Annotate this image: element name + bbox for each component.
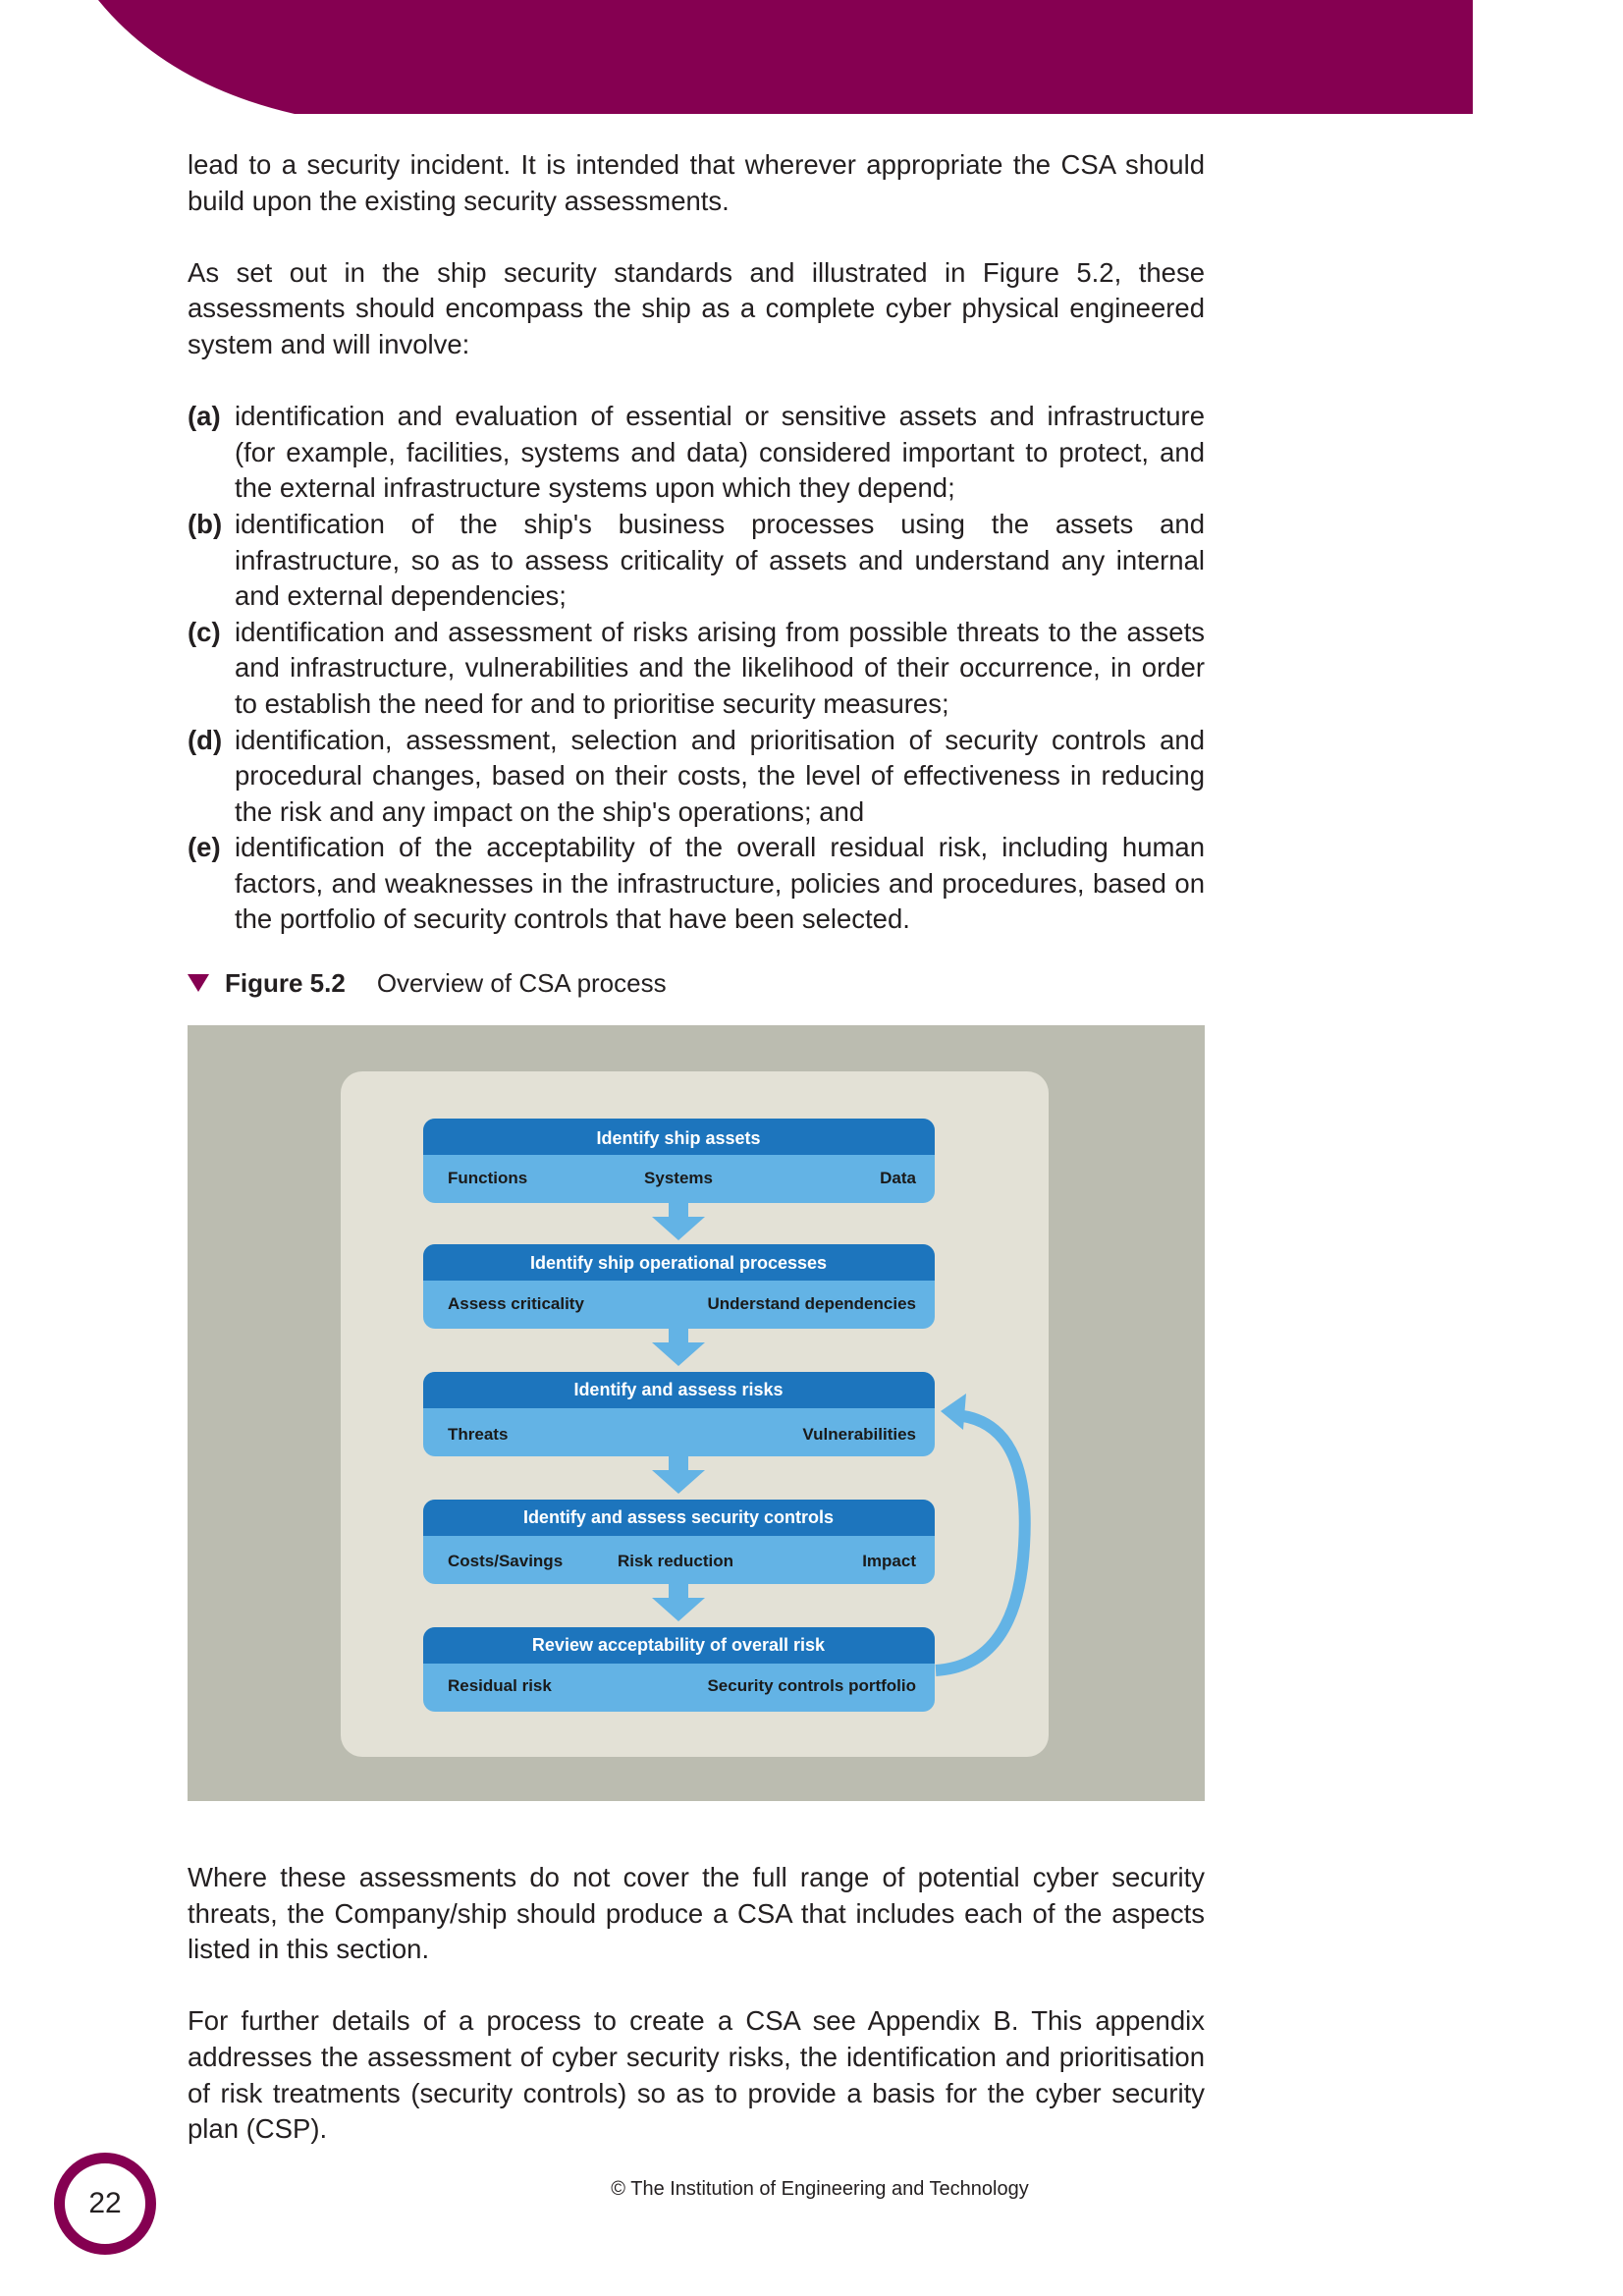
triangle-marker-icon (188, 974, 209, 992)
list-item-label: (d) (188, 724, 223, 755)
copyright-notice: © The Institution of Engineering and Technology (611, 2178, 1029, 2200)
list-item-text: identification of the ship's business processes using the assets and infrastructure, so as to assess criticality of assets and understand any internal and external dependencies; (235, 508, 1205, 612)
header-banner (0, 0, 1473, 114)
paragraph-coverage: Where these assessments do not cover the full range of potential cyber security threats, the Company/ship should produce a CSA that includes each of the aspects listed in this section. (188, 1862, 1205, 1965)
paragraph-assessments: As set out in the ship security standards and illustrated in Figure 5.2, these assessments should encompass the ship as a complete cyber physical engineered system and will involve: (188, 256, 1205, 359)
list-item (188, 615, 1205, 723)
step-identify-assess-risks (423, 1372, 935, 1456)
step-title: Identify and assess security controls (522, 1507, 835, 1528)
step-title: Review acceptability of overall risk (531, 1635, 826, 1656)
list-item-label: (a) (188, 401, 221, 432)
down-arrow-icon (652, 1203, 705, 1240)
step-item: Costs/Savings (448, 1552, 564, 1571)
step-item: Impact (862, 1552, 916, 1571)
step-item: Assess criticality (448, 1294, 584, 1314)
list-item-text: identification and assessment of risks arising from possible threats to the assets and infrastructure, vulnerabilities and the likelihood of their occurrence, in order to establish the need for and to prioritise security measures; (235, 616, 1205, 719)
step-item: Understand dependencies (707, 1294, 916, 1314)
list-item-label: (c) (188, 616, 221, 647)
paragraph-appendix: For further details of a process to create a CSA see Appendix B. This appendix addresses the assessment of cyber security risks, the identification and prioritisation of risk treatments (security controls) so as to provide a basis for the cyber security plan (CSP). (188, 2005, 1205, 2145)
step-item: Systems (644, 1169, 713, 1188)
step-item: Risk reduction (617, 1552, 734, 1571)
step-identify-ship-assets (423, 1119, 935, 1203)
list-item (188, 830, 1205, 938)
assessment-list (188, 399, 1205, 938)
list-item (188, 507, 1205, 615)
csa-process-figure (188, 1025, 1205, 1801)
step-title: Identify ship assets (596, 1128, 761, 1149)
paragraph-intro: lead to a security incident. It is intended that wherever appropriate the CSA should build upon the existing security assessments. (188, 149, 1205, 216)
figure-caption (188, 963, 1205, 1003)
figure-label: Figure 5.2 (225, 967, 346, 998)
step-item: Data (880, 1169, 916, 1188)
list-item (188, 399, 1205, 507)
down-arrow-icon (652, 1329, 705, 1366)
step-title: Identify and assess risks (573, 1380, 784, 1400)
feedback-loop-arrow (936, 1415, 1025, 1670)
step-review-overall-risk (423, 1627, 935, 1712)
page-content (188, 147, 1205, 2183)
feedback-arrowhead-icon (941, 1394, 966, 1430)
step-item: Residual risk (448, 1676, 552, 1696)
page-number: 22 (88, 2187, 122, 2219)
list-item-label: (e) (188, 832, 221, 863)
list-item-label: (b) (188, 508, 223, 539)
step-item: Threats (448, 1425, 509, 1445)
down-arrow-icon (652, 1584, 705, 1621)
step-item: Functions (448, 1169, 528, 1188)
step-identify-security-controls (423, 1500, 935, 1584)
step-item: Vulnerabilities (802, 1425, 916, 1445)
list-item-text: identification of the acceptability of the overall residual risk, including human factors, and weaknesses in the infrastructure, policies and procedures, based on the portfolio of security controls that have been selected. (235, 832, 1205, 935)
page-number-badge (54, 2153, 156, 2255)
list-item-text: identification, assessment, selection and prioritisation of security controls and procedural changes, based on their costs, the level of effectiveness in reducing the risk and any impact on the ship's operations; and (235, 724, 1205, 827)
list-item-text: identification and evaluation of essential or sensitive assets and infrastructure (for example, facilities, systems and data) considered important to protect, and the external infrastructure systems upon which they depend; (235, 401, 1205, 504)
step-item: Security controls portfolio (707, 1676, 916, 1696)
step-identify-operational-processes (423, 1244, 935, 1329)
csa-flow-diagram (188, 1025, 1205, 1801)
figure-caption-text: Overview of CSA process (376, 967, 667, 998)
list-item (188, 723, 1205, 831)
step-title: Identify ship operational processes (529, 1253, 828, 1274)
down-arrow-icon (652, 1456, 705, 1494)
